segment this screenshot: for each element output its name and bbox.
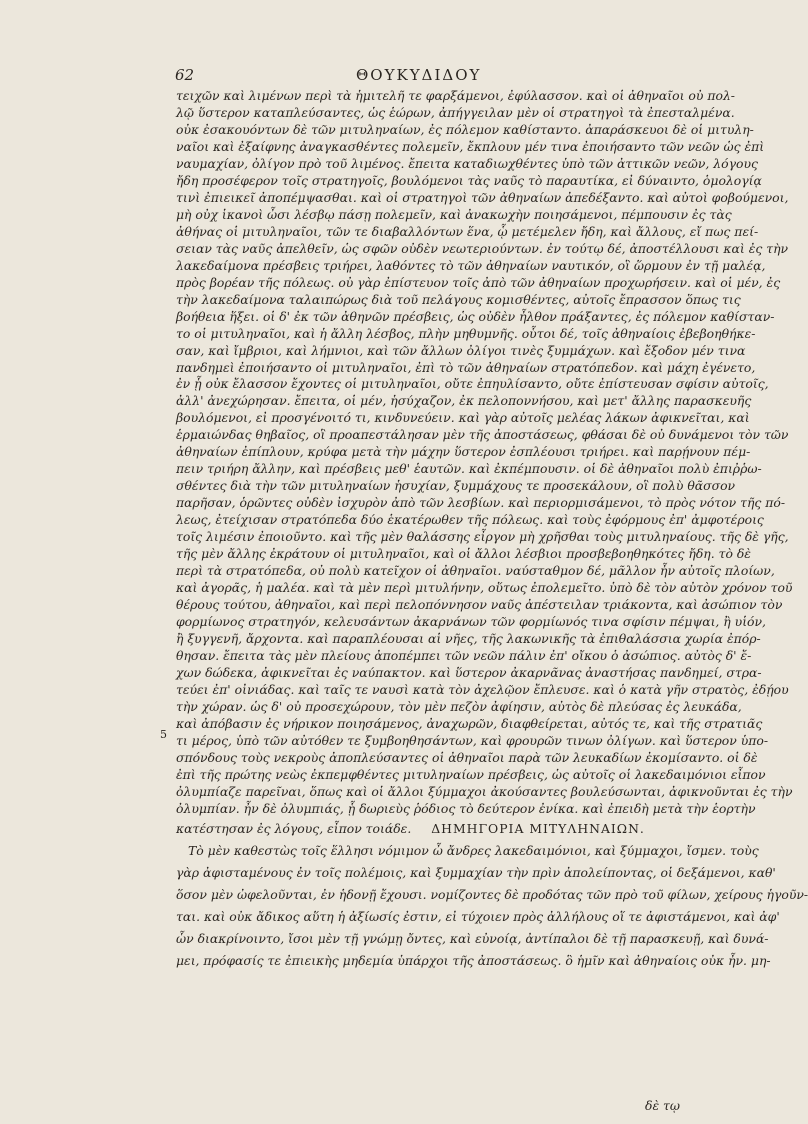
text-line: οὐκ ἐσακουόντων δὲ τῶν μιτυληναίων, ἐς πόλεμον καθίσταντο. ἀπαράσκευοι δὲ οἱ μιτυλη- <box>176 121 754 137</box>
catchword: δὲ τῳ <box>644 1098 680 1113</box>
text-line: βοήθεια ἥξει. οἱ δ' ἐκ τῶν ἀθηνῶν πρέσβεις, ὡς οὐδὲν ἦλθον πράξαντες, ἐς πόλεμον καθίσταν- <box>176 308 775 324</box>
text-line: ἢ ξυγγενῆ, ἄρχοντα. καὶ παραπλέουσαι αἱ νῆες, τῆς λακωνικῆς τὰ ἐπιθαλάσσια χωρία ἐπόρ- <box>176 631 761 646</box>
text-line: ἐπὶ τῆς πρώτης νεὼς ἐκπεμφθέντες μιτυληναίων πρέσβεις, ὡς αὐτοῖς οἱ λακεδαιμόνιοι εἶπον <box>176 766 766 782</box>
text-line: ἀθήνας οἱ μιτυληναῖοι, τῶν τε διαβαλλόντων ἕνα, ᾧ μετέμελεν ἤδη, καὶ ἄλλους, εἴ πως πεί- <box>176 223 759 239</box>
text-line: λῷ ὕστερον καταπλεύσαντες, ὡς ἑώρων, ἀπήγγειλαν μὲν οἱ στρατηγοὶ τὰ ἐπεσταλμένα. <box>176 104 735 120</box>
speech-heading <box>176 818 682 840</box>
text-line: ται. καὶ οὐκ ἄδικος αὕτη ἡ ἀξίωσίς ἐστιν, εἰ τύχοιεν πρὸς ἀλλήλους οἵ τε ἀφιστάμενοι, καὶ ἀφ' <box>176 909 780 924</box>
text-line: τινὶ ἐπιεικεῖ ἀποπέμψασθαι. καὶ οἱ στρατηγοὶ τῶν ἀθηναίων ἀπεδέξαντο. καὶ αὐτοὶ φοβούμενοι, <box>176 189 789 205</box>
text-line: ὧν διακρίνοιντο, ἴσοι μὲν τῇ γνώμῃ ὄντες, καὶ εὐνοίᾳ, ἀντίπαλοι δὲ τῇ παρασκευῇ, καὶ δυνά- <box>176 931 769 946</box>
text-line: γὰρ ἀφισταμένους ἐν τοῖς πολέμοις, καὶ ξυμμαχίαν τὴν πρὶν ἀπολείποντας, οἱ δεξάμενοι, καθ' <box>176 865 776 880</box>
heading-prefix: κατέστησαν ἐς λόγους, εἶπον τοιάδε. <box>176 821 412 836</box>
text-line: λεως, ἐτείχισαν στρατόπεδα δύο ἑκατέρωθεν τῆς πόλεως. καὶ τοὺς ἐφόρμους ἐπ' ἀμφοτέροις <box>176 512 764 528</box>
text-line: καὶ ἀγορᾶς, ἡ μαλέα. καὶ τὰ μὲν περὶ μιτυλήνην, οὕτως ἐπολεμεῖτο. ὑπὸ δὲ τὸν αὐτὸν χρόνον τοῦ <box>176 580 793 596</box>
text-line: καὶ ἀπόβασιν ἐς νήρικον ποιησάμενος, ἀναχωρῶν, διαφθείρεται, αὐτός τε, καὶ τῆς στρατιᾶς <box>176 715 763 731</box>
text-line: θησαν. ἔπειτα τὰς μὲν πλείους ἀποπέμπει τῶν νεῶν πάλιν ἐπ' οἴκου ὁ ἀσώπιος. αὐτὸς δ' ἔ- <box>176 647 752 663</box>
text-line: παρῆσαν, ὁρῶντες οὐδὲν ἰσχυρὸν ἀπὸ τῶν λεσβίων. καὶ περιορμισάμενοι, τὸ πρὸς νότον τῆς πό- <box>176 495 786 511</box>
text-line: Τὸ μὲν καθεστὼς τοῖς ἕλλησι νόμιμον ὦ ἄνδρες λακεδαιμόνιοι, καὶ ξύμμαχοι, ἴσμεν. τοὺς <box>188 843 759 858</box>
text-line: τὴν χώραν. ὡς δ' οὐ προσεχώρουν, τὸν μὲν πεζὸν ἀφίησιν, αὐτὸς δὲ πλεύσας ἐς λευκάδα, <box>176 698 742 714</box>
text-line: ναῖοι καὶ ἐξαίφνης ἀναγκασθέντες πολεμεῖν, ἔκπλουν μέν τινα ἐποιήσαντο τῶν νεῶν ὡς ἐπὶ <box>176 138 765 154</box>
text-block-narrative <box>176 88 793 818</box>
speech-title: ΔΗΜΗΓΟΡΙΑ ΜΙΤΥΛΗΝΑΙΩΝ. <box>431 821 645 836</box>
text-line: ἤδη προσέφερον τοῖς στρατηγοῖς, βουλόμενοι τὰς ναῦς τὸ παραυτίκα, εἰ δύναιντο, ὁμολογίᾳ <box>176 172 762 188</box>
text-block-speech <box>176 840 808 972</box>
text-line: τι μέρος, ὑπὸ τῶν αὐτόθεν τε ξυμβοηθησάντων, καὶ φρουρῶν τινων ὀλίγων. καὶ ὕστερον ὑπο- <box>176 732 769 748</box>
margin-mark: 5 <box>160 728 167 741</box>
text-line: τειχῶν καὶ λιμένων περὶ τὰ ἡμιτελῆ τε φαρξάμενοι, ἐφύλασσον. καὶ οἱ ἀθηναῖοι οὐ πολ- <box>176 88 735 103</box>
text-line: το οἱ μιτυληναῖοι, καὶ ἡ ἄλλη λέσβος, πλὴν μηθυμνῆς. οὗτοι δέ, τοῖς ἀθηναίοις ἐβεβοηθήκε- <box>176 325 756 341</box>
text-line: τεύει ἐπ' οἰνιάδας. καὶ ταῖς τε ναυσὶ κατὰ τὸν ἀχελῷον ἔπλευσε. καὶ ὁ κατὰ γῆν στρατὸς, ἐδῄου <box>176 681 789 697</box>
text-line: ὅσον μὲν ὠφελοῦνται, ἐν ἡδονῇ ἔχουσι. νομίζοντες δὲ προδότας τῶν πρὸ τοῦ φίλων, χείρους ἡγοῦν- <box>176 887 808 902</box>
running-head: ΘΟΥΚΥΔΙΔΟΥ <box>356 66 482 84</box>
text-line: ἑρμαιώνδας θηβαῖος, οἳ προαπεστάλησαν μὲν τῆς ἀποστάσεως, φθάσαι δὲ οὐ δυνάμενοι τὸν τῶν <box>176 427 789 443</box>
text-line: μὴ οὐχ ἱκανοὶ ὦσι λέσβῳ πάσῃ πολεμεῖν, καὶ ἀνακωχὴν ποιησάμενοι, πέμπουσιν ἐς τὰς <box>176 206 732 222</box>
text-line: ὀλυμπίαν. ἦν δὲ ὀλυμπιάς, ᾗ δωριεὺς ῥόδιος τὸ δεύτερον ἐνίκα. καὶ ἐπειδὴ μετὰ τὴν ἑορτὴν <box>176 800 756 816</box>
text-line: πανδημεὶ ἐποιήσαντο οἱ μιτυληναῖοι, ἐπὶ τὸ τῶν ἀθηναίων στρατόπεδον. καὶ μάχη ἐγένετο, <box>176 359 756 375</box>
text-line: πειν τριήρη ἄλλην, καὶ πρέσβεις μεθ' ἑαυτῶν. καὶ ἐκπέμπουσιν. οἱ δὲ ἀθηναῖοι πολὺ ἐπιῤῥω- <box>176 461 762 477</box>
text-line: σειαν τὰς ναῦς ἀπελθεῖν, ὡς σφῶν οὐδὲν νεωτεριούντων. ἐν τούτῳ δέ, ἀποστέλλουσι καὶ ἐς τὴν <box>176 240 789 256</box>
text-line: τῆς μὲν ἄλλης ἐκράτουν οἱ μιτυληναῖοι, καὶ οἱ ἄλλοι λέσβιοι προσβεβοηθηκότες ἤδη. τὸ δὲ <box>176 546 751 562</box>
text-line: ἀθηναίων ἐπίπλουν, κρύφα μετὰ τὴν μάχην ὕστερον ἐσπλέουσι τριήρει. καὶ παρῄνουν πέμ- <box>176 444 751 460</box>
text-line: ἀλλ' ἀνεχώρησαν. ἔπειτα, οἱ μέν, ἡσύχαζον, ἐκ πελοποννήσου, καὶ μετ' ἄλλης παρασκευῆς <box>176 393 752 409</box>
text-line: τὴν λακεδαίμονα ταλαιπώρως διὰ τοῦ πελάγους κομισθέντες, αὐτοῖς ἔπρασσον ὅπως τις <box>176 291 741 307</box>
text-line: φορμίωνος στρατηγόν, κελευσάντων ἀκαρνάνων τῶν φορμίωνός τινα σφίσιν πέμψαι, ἢ υἱόν, <box>176 614 766 630</box>
text-line: ναυμαχίαν, ὀλίγον πρὸ τοῦ λιμένος. ἔπειτα καταδιωχθέντες ὑπὸ τῶν ἀττικῶν νεῶν, λόγους <box>176 155 758 171</box>
text-line: μει, πρόφασίς τε ἐπιεικὴς μηδεμία ὑπάρχοι τῆς ἀποστάσεως. ὃ ἡμῖν καὶ ἀθηναίοις οὐκ ἦν. μη- <box>176 953 771 968</box>
text-line: περὶ τὰ στρατόπεδα, οὐ πολὺ κατεῖχον οἱ ἀθηναῖοι. ναύσταθμον δέ, μᾶλλον ἦν αὐτοῖς πλοίων, <box>176 563 775 579</box>
text-line: βουλόμενοι, εἰ προσγένοιτό τι, κινδυνεύειν. καὶ γὰρ αὐτοῖς μελέας λάκων ἀφικνεῖται, καὶ <box>176 410 750 426</box>
text-line: θέρους τούτου, ἀθηναῖοι, καὶ περὶ πελοπόννησον ναῦς ἀπέστειλαν τριάκοντα, καὶ ἀσώπιον τὸν <box>176 597 783 613</box>
text-line: σπόνδους τοὺς νεκροὺς ἀποπλεύσαντες οἱ ἀθηναῖοι παρὰ τῶν λευκαδίων ἐκομίσαντο. οἱ δὲ <box>176 749 758 765</box>
text-line: σθέντες διὰ τὴν τῶν μιτυληναίων ἡσυχίαν, ξυμμάχους τε προσεκάλουν, οἳ πολὺ θᾶσσον <box>176 478 736 494</box>
text-line: πρὸς βορέαν τῆς πόλεως. οὐ γὰρ ἐπίστευον τοῖς ἀπὸ τῶν ἀθηναίων προχωρήσειν. καὶ οἱ μέν, ἐς <box>176 274 781 290</box>
page-number: 62 <box>175 66 195 84</box>
text-line: σαν, καὶ ἴμβριοι, καὶ λήμνιοι, καὶ τῶν ἄλλων ὀλίγοι τινὲς ξυμμάχων. καὶ ἔξοδον μέν τινα <box>176 342 746 358</box>
text-line: ἐν ᾗ οὐκ ἔλασσον ἔχοντες οἱ μιτυληναῖοι, οὔτε ἐπηυλίσαντο, οὔτε ἐπίστευσαν σφίσιν αὐτοῖς, <box>176 376 769 392</box>
text-line: λακεδαίμονα πρέσβεις τριήρει, λαθόντες τὸ τῶν ἀθηναίων ναυτικόν, οἳ ὥρμουν ἐν τῇ μαλέᾳ, <box>176 257 766 273</box>
text-line: χων δώδεκα, ἀφικνεῖται ἐς ναύπακτον. καὶ ὕστερον ἀκαρνᾶνας ἀναστήσας πανδημεί, στρα- <box>176 664 762 680</box>
text-line: ὀλυμπίαζε παρεῖναι, ὅπως καὶ οἱ ἄλλοι ξύμμαχοι ἀκούσαντες βουλεύσωνται, ἀφικνοῦνται ἐς τὴν <box>176 783 793 799</box>
text-line: τοῖς λιμέσιν ἐποιοῦντο. καὶ τῆς μὲν θαλάσσης εἶργον μὴ χρῆσθαι τοὺς μιτυληναίους. τῆς δὲ γῆς, <box>176 529 789 545</box>
